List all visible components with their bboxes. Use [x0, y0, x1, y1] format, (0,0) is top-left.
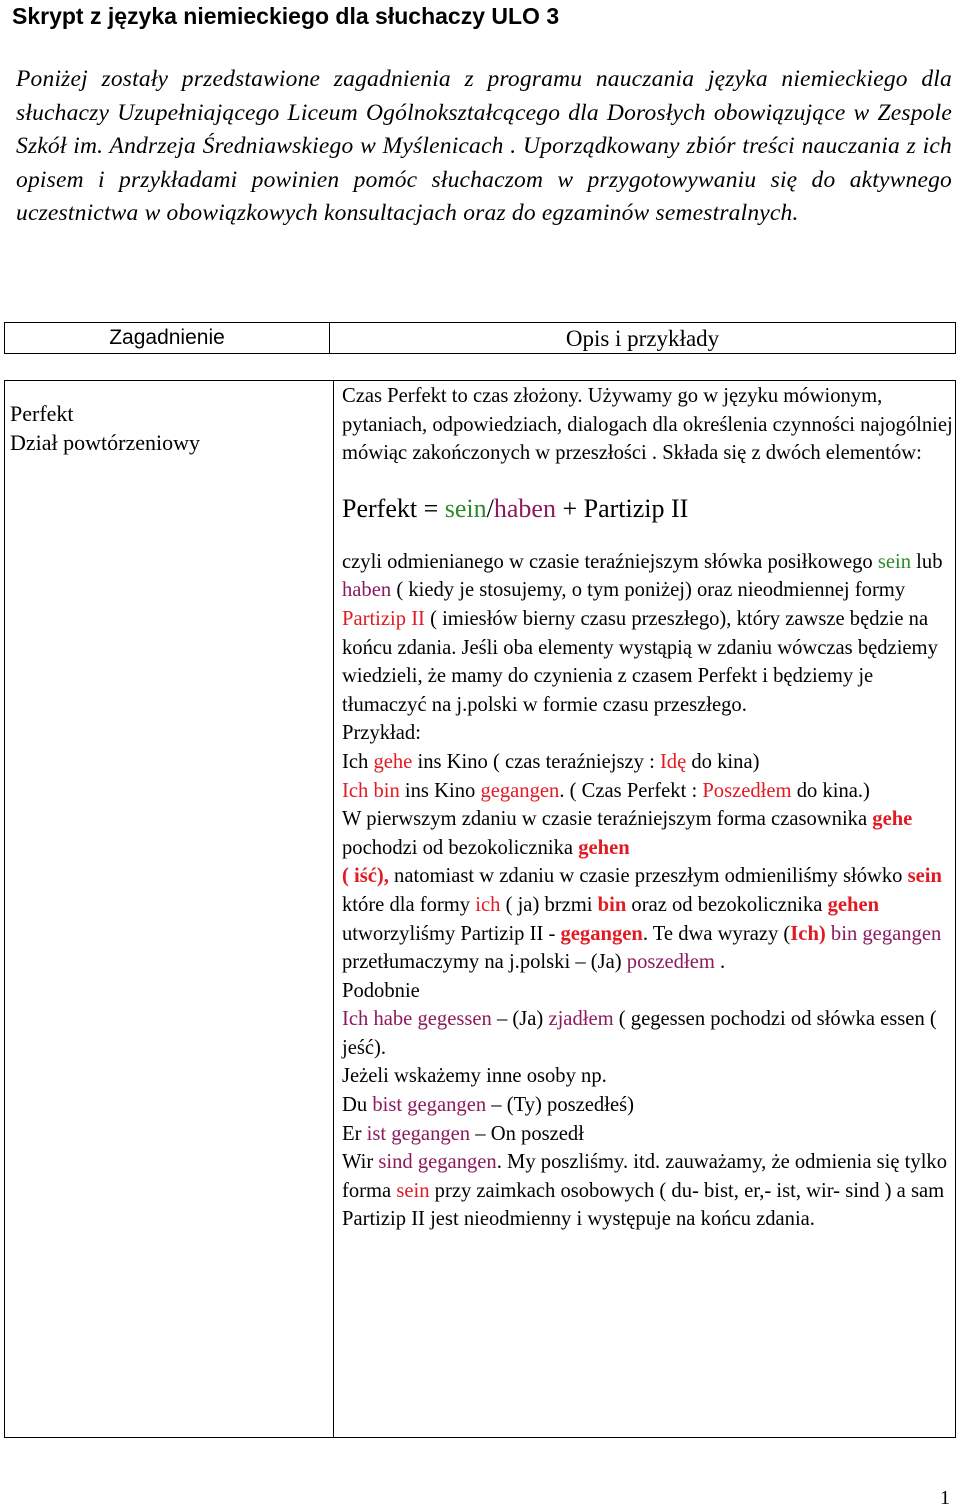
description-cell: [342, 382, 954, 1234]
example-wir: Wir sind gegangen. My poszliśmy. itd. zauważamy, że odmienia się tylko forma sein przy zaimkach osobowych ( du- bist, er,- ist, wir- sind ) a sam Partizip II jest nieodmienny i występuje na końcu zdania.: [342, 1151, 948, 1231]
topic-text: [10, 400, 200, 457]
other-persons-label: Jeżeli wskażemy inne osoby np.: [342, 1065, 607, 1088]
example-label: Przykład:: [342, 722, 421, 745]
example-essen: Ich habe gegessen – (Ja) zjadłem ( gegessen pochodzi od słówka essen ( jeść).: [342, 1008, 937, 1059]
example-du: Du bist gegangen – (Ty) poszedłeś): [342, 1094, 634, 1117]
topic-name: Perfekt: [10, 401, 74, 426]
example-perfekt: Ich bin ins Kino gegangen. ( Czas Perfekt : Poszedłem do kina.): [342, 779, 870, 802]
analysis-paragraph: W pierwszym zdaniu w czasie teraźniejszym forma czasownika gehe pochodzi od bezokolicznika gehen ( iść), natomiast w zdaniu w czasie przeszłym odmieniliśmy słówko sein które dla formy ich ( ja) brzmi bin oraz od bezokolicznika gehen utworzyliśmy Partizip II - gegangen. Te dwa wyrazy (Ich) bin gegangen przetłumaczymy na j.polski – (Ja) poszedłem .: [342, 808, 942, 974]
similarly-label: Podobnie: [342, 979, 420, 1002]
formula-haben: haben: [493, 493, 556, 523]
topic-cell: [5, 381, 334, 1437]
header-description: Opis i przykłady: [565, 326, 720, 351]
formula-sein: sein: [444, 493, 487, 523]
topic-section: Dział powtórzeniowy: [10, 429, 200, 455]
explanation-paragraph: czyli odmienianego w czasie teraźniejszym słówka posiłkowego sein lub haben ( kiedy je stosujemy, o tym poniżej) oraz nieodmiennej formy Partizip II ( imiesłów bierny czasu przeszłego), który zawsze będzie na końcu zdania. Jeśli oba elementy wystąpią w zdaniu wówczas będziemy wiedzieli, że mamy do czynienia z czasem Perfekt i będziemy je tłumaczyć na j.polski w formie czasu przeszłego.: [342, 550, 943, 716]
intro-definition: Czas Perfekt to czas złożony. Używamy go w języku mówionym, pytaniach, odpowiedziach, dialogach dla określenia czynności najogólniej mówiąc zakończonych w przeszłości . Składa się z dwóch elementów:: [342, 385, 953, 465]
example-present: Ich gehe ins Kino ( czas teraźniejszy : Idę do kina): [342, 750, 760, 773]
document-title: Skrypt z języka niemieckiego dla słuchaczy ULO 3: [12, 3, 560, 29]
example-er: Er ist gegangen – On poszedł: [342, 1122, 584, 1145]
perfekt-formula: Perfekt = sein/haben + Partizip II: [342, 493, 689, 523]
page-number: 1: [940, 1487, 950, 1509]
header-topic: Zagadnienie: [5, 323, 330, 353]
intro-paragraph: Poniżej zostały przedstawione zagadnienia z programu nauczania języka niemieckiego dla słuchaczy Uzupełniającego Liceum Ogólnokształcącego dla Dorosłych obowiązujące w Zespole Szkół im. Andrzeja Średniawskiego w Myślenicach . Uporządkowany zbiór treści nauczania z ich opisem i przykładami powinien pomóc słuchaczom w przygotowywaniu się do aktywnego uczestnictwa w obowiązkowych konsultacjach oraz do egzaminów semestralnych.: [16, 66, 952, 227]
table-header: [4, 322, 956, 354]
